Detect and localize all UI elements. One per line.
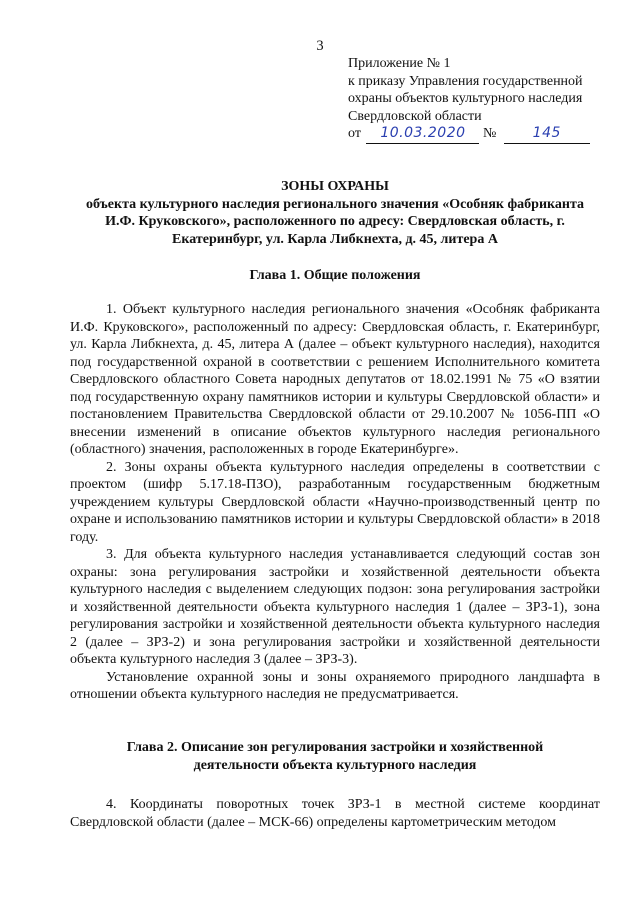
chapter-2-heading xyxy=(70,739,600,774)
order-date-number-line xyxy=(348,125,618,144)
chapter-2-heading-line-1: Глава 2. Описание зон регулирования застройки и хозяйственной xyxy=(126,740,544,755)
chapter-1-heading: Глава 1. Общие положения xyxy=(249,268,421,283)
paragraph-5: 4. Координаты поворотных точек ЗРЗ-1 в местной системе координат Свердловской области (далее – МСК-66) определены картометрическим методом xyxy=(70,797,600,830)
appendix-line-1: Приложение № 1 xyxy=(348,56,451,71)
main-title: ЗОНЫ ОХРАНЫ xyxy=(281,179,389,194)
chapter-2-body xyxy=(70,796,600,831)
appendix-header xyxy=(348,55,618,144)
paragraph-4: Установление охранной зоны и зоны охраняемого природного ландшафта в отношении объекта культурного наследия не предусматривается. xyxy=(70,669,600,702)
handwritten-number: 145 xyxy=(504,125,590,144)
chapter-1-body xyxy=(70,301,600,704)
number-label: № xyxy=(482,126,497,141)
chapter-2-heading-line-2: деятельности объекта культурного наследия xyxy=(193,757,477,773)
appendix-line-4: Свердловской области xyxy=(348,108,482,124)
paragraph-1: 1. Объект культурного наследия регионального значения «Особняк фабриканта И.Ф. Круковского», расположенный по адресу: Свердловская область, г. Екатеринбург, ул. Карла Либкнехта, д. 45, литера А (далее – объект культурного наследия), находится под государственной охраной в соответствии с решением Исполнительного комитета Свердловского областного Совета народных депутатов от 18.02.1991 № 75 «О взятии под государственную охрану памятников истории и культуры Свердловской области» и постановлением Правительства Свердловской области от 29.10.2007 № 1056-ПП «О внесении изменений в описание объектов культурного наследия регионального (областного) значения, расположенных в городе Екатеринбурге». xyxy=(70,302,600,457)
title-subtitle: объекта культурного наследия регионального значения «Особняк фабриканта И.Ф. Круковского», расположенного по адресу: Свердловская область, г. Екатеринбург, ул. Карла Либкнехта, д. 45, литера А xyxy=(85,196,585,247)
handwritten-date: 10.03.2020 xyxy=(366,125,479,144)
appendix-line-2: к приказу Управления государственной xyxy=(348,73,583,89)
paragraph-3: 3. Для объекта культурного наследия устанавливается следующий состав зон охраны: зона регулирования застройки и хозяйственной деятельности объекта культурного наследия с выделением следующих подзон: зона регулирования застройки и хозяйственной деятельности объекта культурного наследия 1 (далее – ЗРЗ-1), зона регулирования застройки и хозяйственной деятельности объекта культурного наследия 2 (далее – ЗРЗ-2) и зона регулирования застройки и хозяйственной деятельности объекта культурного наследия 3 (далее – ЗРЗ-3). xyxy=(70,547,600,667)
page-number: 3 xyxy=(316,38,324,54)
paragraph-2: 2. Зоны охраны объекта культурного наследия определены в соответствии с проектом (шифр 5.17.18-ПЗО), разработанным государственным бюджетным учреждением культуры Свердловской области «Научно-производственный центр по охране и использованию памятников истории и культуры Свердловской области» в 2018 году. xyxy=(70,459,600,545)
appendix-line-3: охраны объектов культурного наследия xyxy=(348,91,583,106)
from-label: от xyxy=(348,126,361,141)
document-title xyxy=(70,178,600,248)
